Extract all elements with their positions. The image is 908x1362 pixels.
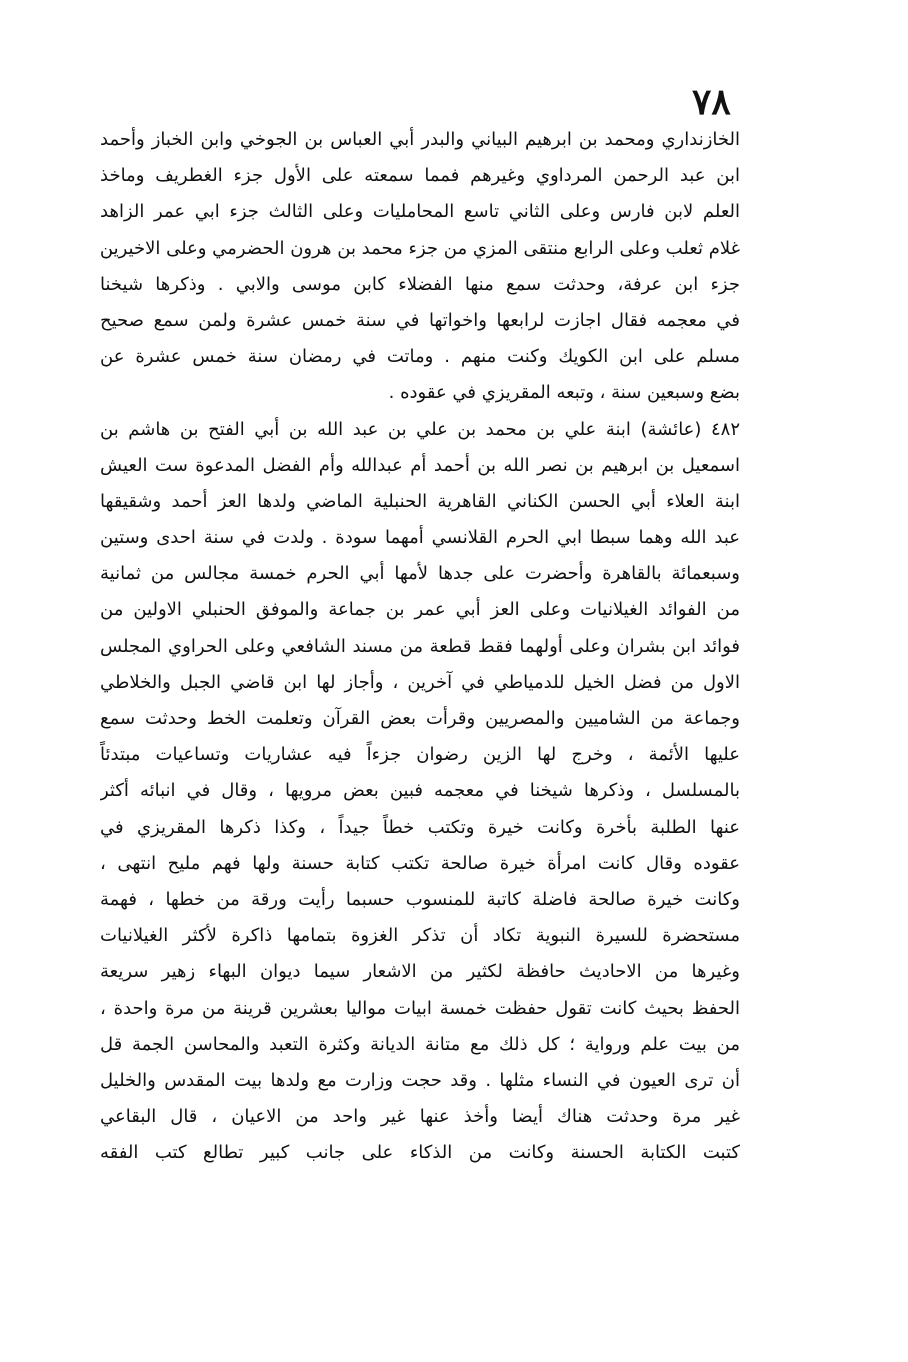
text-line: بالمسلسل ، وذكرها شيخنا في معجمه فبين بعض مرويها ، وقال في انبائه أكثر: [100, 780, 740, 802]
body-text: [100, 122, 740, 1171]
text-line: الاول من فضل الخيل للدمياطي في آخرين ، وأجاز لها ابن قاضي الجبل والخلاطي: [100, 671, 740, 693]
text-line: أن ترى العيون في النساء مثلها . وقد حجت وزارت مع ولدها بيت المقدس والخليل: [100, 1069, 740, 1091]
entry-heading-line: ٤٨٢ (عائشة) ابنة علي بن محمد بن علي بن عبد الله بن أبي الفتح بن هاشم بن: [100, 418, 740, 440]
text-line: عليها الأئمة ، وخرج لها الزين رضوان جزءاً فيه عشاريات وتساعيات مبتدئاً: [100, 744, 740, 766]
text-line: ابن عبد الرحمن المرداوي وغيرهم فمما سمعته على الأول جزء الغطريف وماخذ: [100, 165, 740, 187]
text-line: مستحضرة للسيرة النبوية تكاد أن تذكر الغزوة بتمامها ذاكرة لأكثر الغيلانيات: [100, 925, 740, 947]
text-line: جزء ابن عرفة، وحدثت سمع منها الفضلاء كابن موسى والابي . وذكرها شيخنا: [100, 273, 740, 295]
text-line: غلام ثعلب وعلى الرابع منتقى المزي من جزء محمد بن هرون الحضرمي وعلى الاخيرين: [100, 237, 740, 259]
text-line: وكانت خيرة صالحة فاضلة كاتبة للمنسوب حسبما رأيت ورقة من خطها ، فهمة: [100, 888, 740, 910]
text-line: وسبعمائة بالقاهرة وأحضرت على جدها لأمها أبي الحرم خمسة مجالس من ثمانية: [100, 563, 740, 585]
text-line: عنها الطلبة بأخرة وكانت خيرة وتكتب خطاً جيداً ، وكذا ذكرها المقريزي في: [100, 816, 740, 838]
text-line: العلم لابن فارس وعلى الثاني تاسع المحامليات وعلى الثالث جزء ابي عمر الزاهد: [100, 201, 740, 223]
text-line: مسلم على ابن الكويك وكنت منهم . وماتت في رمضان سنة خمس عشرة عن: [100, 346, 740, 368]
page-number: ٧٨: [692, 81, 731, 123]
text-line: كتبت الكتابة الحسنة وكانت من الذكاء على جانب كبير تطالع كتب الفقه: [100, 1142, 740, 1164]
text-line: ابنة العلاء أبي الحسن الكناني القاهرية الحنبلية الماضي ولدها العز أحمد وشقيقها: [100, 490, 740, 512]
text-line: الخازنداري ومحمد بن ابرهيم البياني والبدر أبي العباس بن الجوخي وابن الخباز وأحمد: [100, 129, 740, 150]
text-line: وغيرها من الاحاديث حافظة لكثير من الاشعار سيما ديوان البهاء زهير سريعة: [100, 961, 740, 983]
text-line: عقوده وقال كانت امرأة خيرة صالحة تكتب كتابة حسنة ولها فهم مليح انتهى ،: [100, 852, 740, 874]
text-line: في معجمه فقال اجازت لرابعها واخواتها في سنة خمس عشرة ولمن سمع صحيح: [100, 309, 740, 331]
text-line: عبد الله وهما سبطا ابي الحرم القلانسي أمهما سودة . ولدت في سنة احدى وستين: [100, 527, 740, 549]
text-line: وجماعة من الشاميين والمصريين وقرأت بعض القرآن وتعلمت الخط وحدثت سمع: [100, 708, 740, 729]
text-line: من الفوائد الغيلانيات وعلى العز أبي عمر بن جماعة والموفق الحنبلي الاولين من: [100, 599, 740, 621]
text-line: اسمعيل بن ابرهيم بن نصر الله بن أحمد أم عبدالله وأم الفضل المدعوة ست العيش: [100, 454, 740, 476]
text-line: بضع وسبعين سنة ، وتبعه المقريزي في عقوده .: [388, 382, 740, 404]
text-line: من بيت علم ورواية ؛ كل ذلك مع متانة الديانة وكثرة التعبد والمحاسن الجمة قل: [100, 1033, 740, 1055]
text-line: غير مرة وحدثت هناك أيضا وأخذ عنها غير واحد من الاعيان ، قال البقاعي: [100, 1106, 740, 1128]
text-line: فوائد ابن بشران وعلى أولهما فقط قطعة من مسند الشافعي وعلى الحراوي المجلس: [100, 635, 740, 657]
text-line: الحفظ بحيث كانت تقول حفظت خمسة ابيات مواليا بعشرين قرينة من مرة واحدة ،: [100, 997, 740, 1019]
